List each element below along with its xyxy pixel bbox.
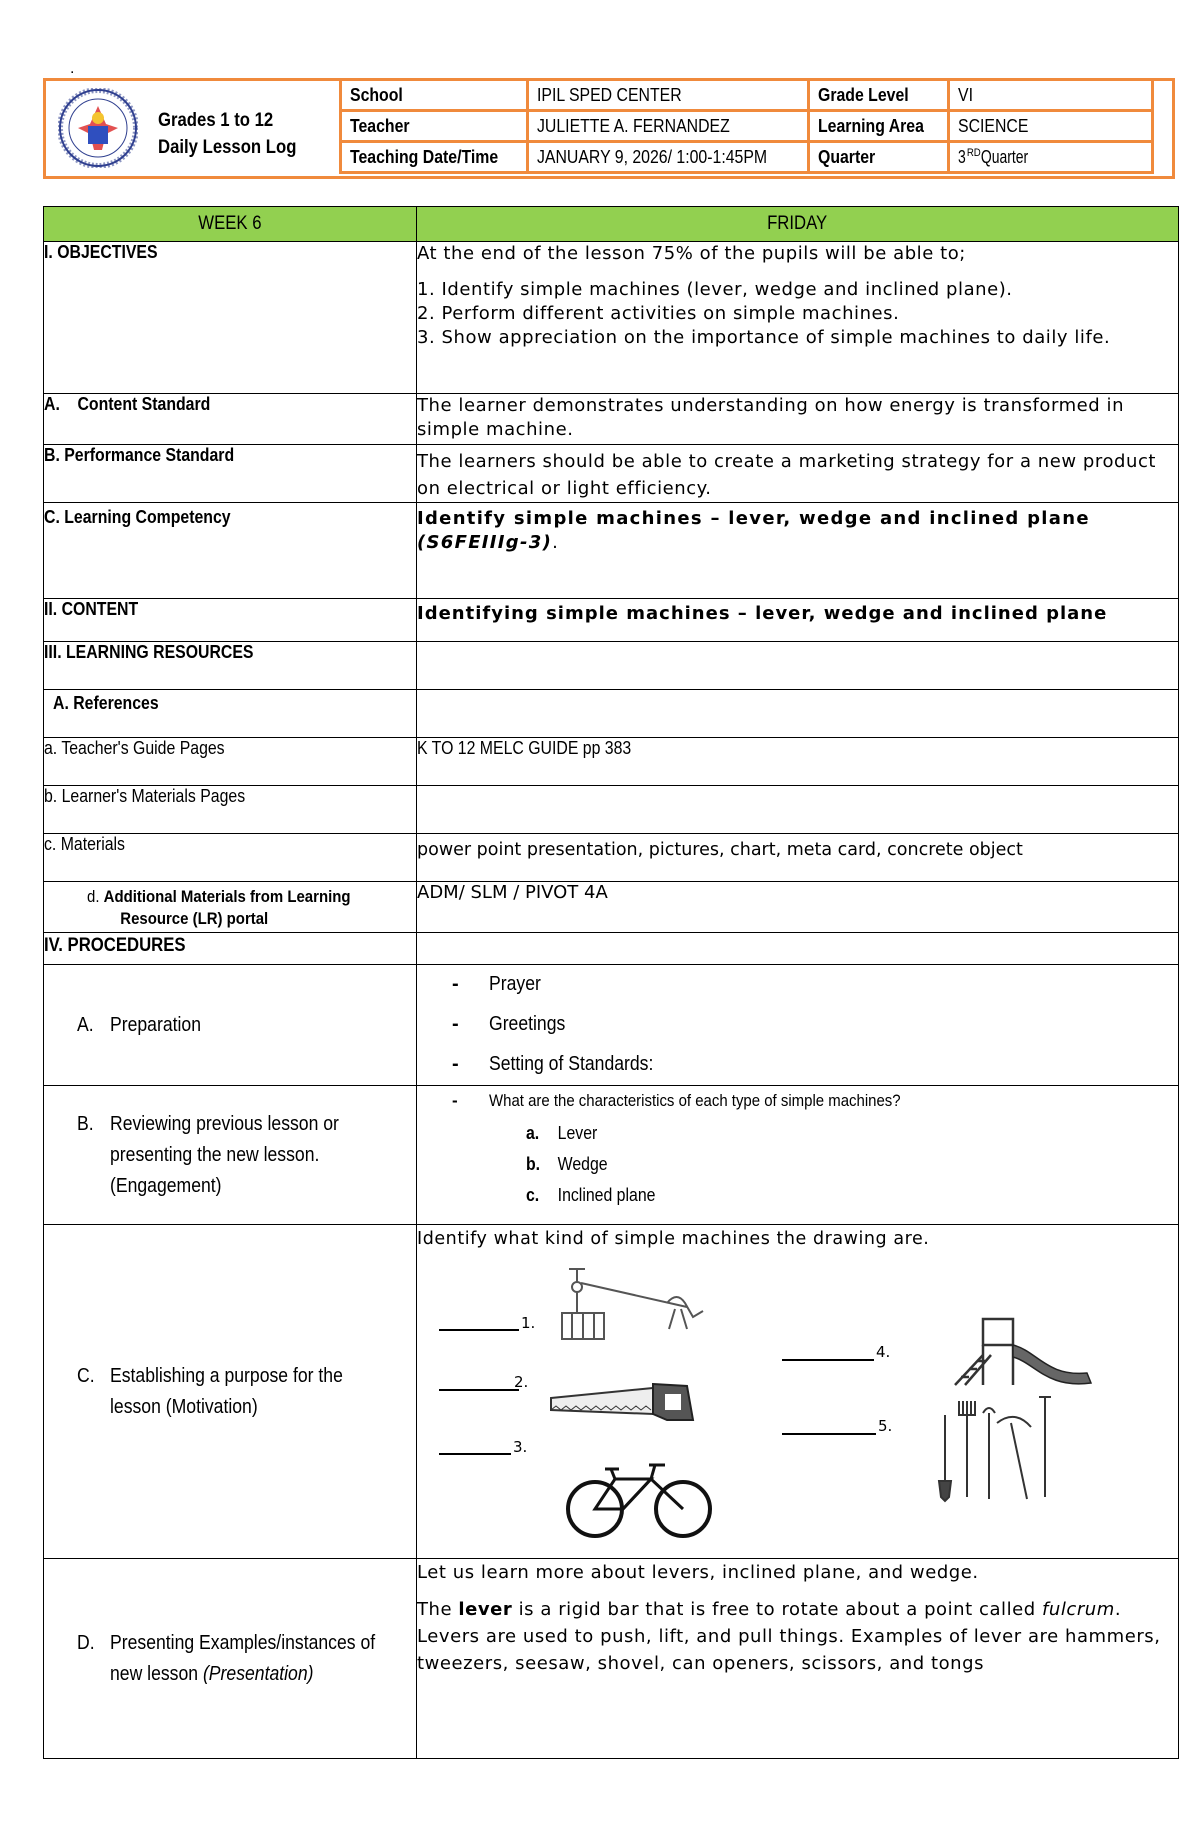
teachers-guide-row [44, 738, 1179, 786]
motivation-instruction: Identify what kind of simple machines the drawing are. [417, 1229, 930, 1249]
item-number: 5. [878, 1417, 893, 1435]
learning-area-value: SCIENCE [949, 111, 1153, 142]
garden-tools-drawing-icon [927, 1393, 1077, 1503]
preparation-label: A. Preparation [44, 965, 417, 1086]
presentation-paragraph: tweezers, seesaw, shovel, can openers, scissors, and tongs [417, 1653, 985, 1674]
item-number: 4. [876, 1343, 891, 1361]
header-info-table [339, 78, 1154, 174]
additional-materials-label: d. Additional Materials from Learning Resource (LR) portal [44, 882, 417, 933]
preparation-content [417, 965, 1179, 1086]
content-standard-row [44, 394, 1179, 445]
competency-value: Identify simple machines – lever, wedge and inclined plane (S6FEIIIg-3). [417, 503, 1179, 599]
item-number: 2. [514, 1373, 529, 1391]
lesson-log-title [158, 107, 296, 161]
objectives-row [44, 242, 1179, 394]
lesson-plan-table [43, 206, 1179, 1759]
grade-level-value: VI [949, 80, 1153, 111]
learners-materials-row [44, 786, 1179, 834]
saw-drawing-icon [547, 1380, 697, 1424]
lesson-log-header [43, 78, 1175, 179]
review-question: - What are the characteristics of each type of simple machines? [447, 1086, 1178, 1118]
item-number: 1. [521, 1314, 536, 1332]
objective-item: 1. Identify simple machines (lever, wedge and inclined plane). [417, 279, 1013, 300]
review-label: B. Reviewing previous lesson or presenting the new lesson. (Engagement) [44, 1086, 417, 1225]
deped-seal-icon [58, 88, 138, 168]
materials-value: power point presentation, pictures, chart, meta card, concrete object [417, 834, 1179, 882]
preparation-row [44, 965, 1179, 1086]
review-row [44, 1086, 1179, 1225]
item-number: 3. [513, 1438, 528, 1456]
competency-row [44, 503, 1179, 599]
content-value: Identifying simple machines – lever, wedge and inclined plane [417, 599, 1179, 642]
slide-drawing-icon [947, 1311, 1097, 1391]
school-label: School [341, 80, 528, 111]
procedures-label: IV. PROCEDURES [44, 933, 417, 965]
presentation-paragraph: The lever is a rigid bar that is free to rotate about a point called fulcrum. [417, 1599, 1122, 1620]
content-standard-value: The learner demonstrates understanding on how energy is transformed in simple machine. [417, 394, 1179, 445]
quarter-value: 3RDQuarter [949, 142, 1153, 173]
title-line-2: Daily Lesson Log [158, 137, 297, 158]
presentation-paragraph: Let us learn more about levers, inclined plane, and wedge. [417, 1562, 979, 1583]
review-item: b. Wedge [526, 1154, 608, 1174]
references-label: A. References [44, 690, 417, 738]
school-value: IPIL SPED CENTER [528, 80, 809, 111]
performance-standard-label: B. Performance Standard [44, 445, 417, 503]
performance-standard-row [44, 445, 1179, 503]
bicycle-drawing-icon [565, 1457, 715, 1541]
content-label: II. CONTENT [44, 599, 417, 642]
prep-item: - Prayer [447, 965, 1178, 1005]
resources-label: III. LEARNING RESOURCES [44, 642, 417, 690]
content-row [44, 599, 1179, 642]
pulley-drawing-icon [547, 1263, 707, 1343]
teaching-date-value: JANUARY 9, 2026/ 1:00-1:45PM [528, 142, 809, 173]
motivation-content [417, 1225, 1179, 1559]
additional-materials-row [44, 882, 1179, 933]
prep-item: - Greetings [447, 1005, 1178, 1045]
teacher-label: Teacher [341, 111, 528, 142]
references-row [44, 690, 1179, 738]
review-item: a. Lever [526, 1123, 598, 1143]
objective-item: 3. Show appreciation on the importance of simple machines to daily life. [417, 327, 1111, 348]
objective-item: 2. Perform different activities on simple machines. [417, 303, 900, 324]
quarter-label: Quarter [809, 142, 949, 173]
learning-area-label: Learning Area [809, 111, 949, 142]
materials-label: c. Materials [44, 834, 417, 882]
title-line-1: Grades 1 to 12 [158, 110, 274, 131]
stray-dot: . [70, 60, 75, 77]
teaching-date-label: Teaching Date/Time [341, 142, 528, 173]
objectives-intro: At the end of the lesson 75% of the pupils will be able to; [417, 243, 966, 264]
additional-materials-value: ADM/ SLM / PIVOT 4A [417, 882, 1179, 933]
materials-row [44, 834, 1179, 882]
presentation-paragraph: Levers are used to push, lift, and pull things. Examples of lever are hammers, [417, 1626, 1161, 1647]
week-cell: WEEK 6 [44, 207, 417, 242]
procedures-row [44, 933, 1179, 965]
teachers-guide-label: a. Teacher's Guide Pages [44, 738, 417, 786]
prep-item: - Setting of Standards: [447, 1045, 1178, 1085]
objectives-content [417, 242, 1179, 394]
motivation-label: C. Establishing a purpose for the lesson (Motivation) [44, 1225, 417, 1559]
day-cell: FRIDAY [417, 207, 1179, 242]
teacher-value: JULIETTE A. FERNANDEZ [528, 111, 809, 142]
grade-level-label: Grade Level [809, 80, 949, 111]
competency-label: C. Learning Competency [44, 503, 417, 599]
presentation-content [417, 1559, 1179, 1759]
review-item: c. Inclined plane [526, 1185, 656, 1205]
motivation-row [44, 1225, 1179, 1559]
learners-materials-label: b. Learner's Materials Pages [44, 786, 417, 834]
week-row [44, 207, 1179, 242]
presentation-label: D. Presenting Examples/instances of new lesson (Presentation) [44, 1559, 417, 1759]
performance-standard-value: The learners should be able to create a marketing strategy for a new product on electrical or light efficiency. [417, 445, 1179, 503]
content-standard-label: A. Content Standard [44, 394, 417, 445]
resources-row [44, 642, 1179, 690]
review-content [417, 1086, 1179, 1225]
presentation-row [44, 1559, 1179, 1759]
objectives-label: I. OBJECTIVES [44, 242, 417, 394]
teachers-guide-value: K TO 12 MELC GUIDE pp 383 [417, 738, 1179, 786]
